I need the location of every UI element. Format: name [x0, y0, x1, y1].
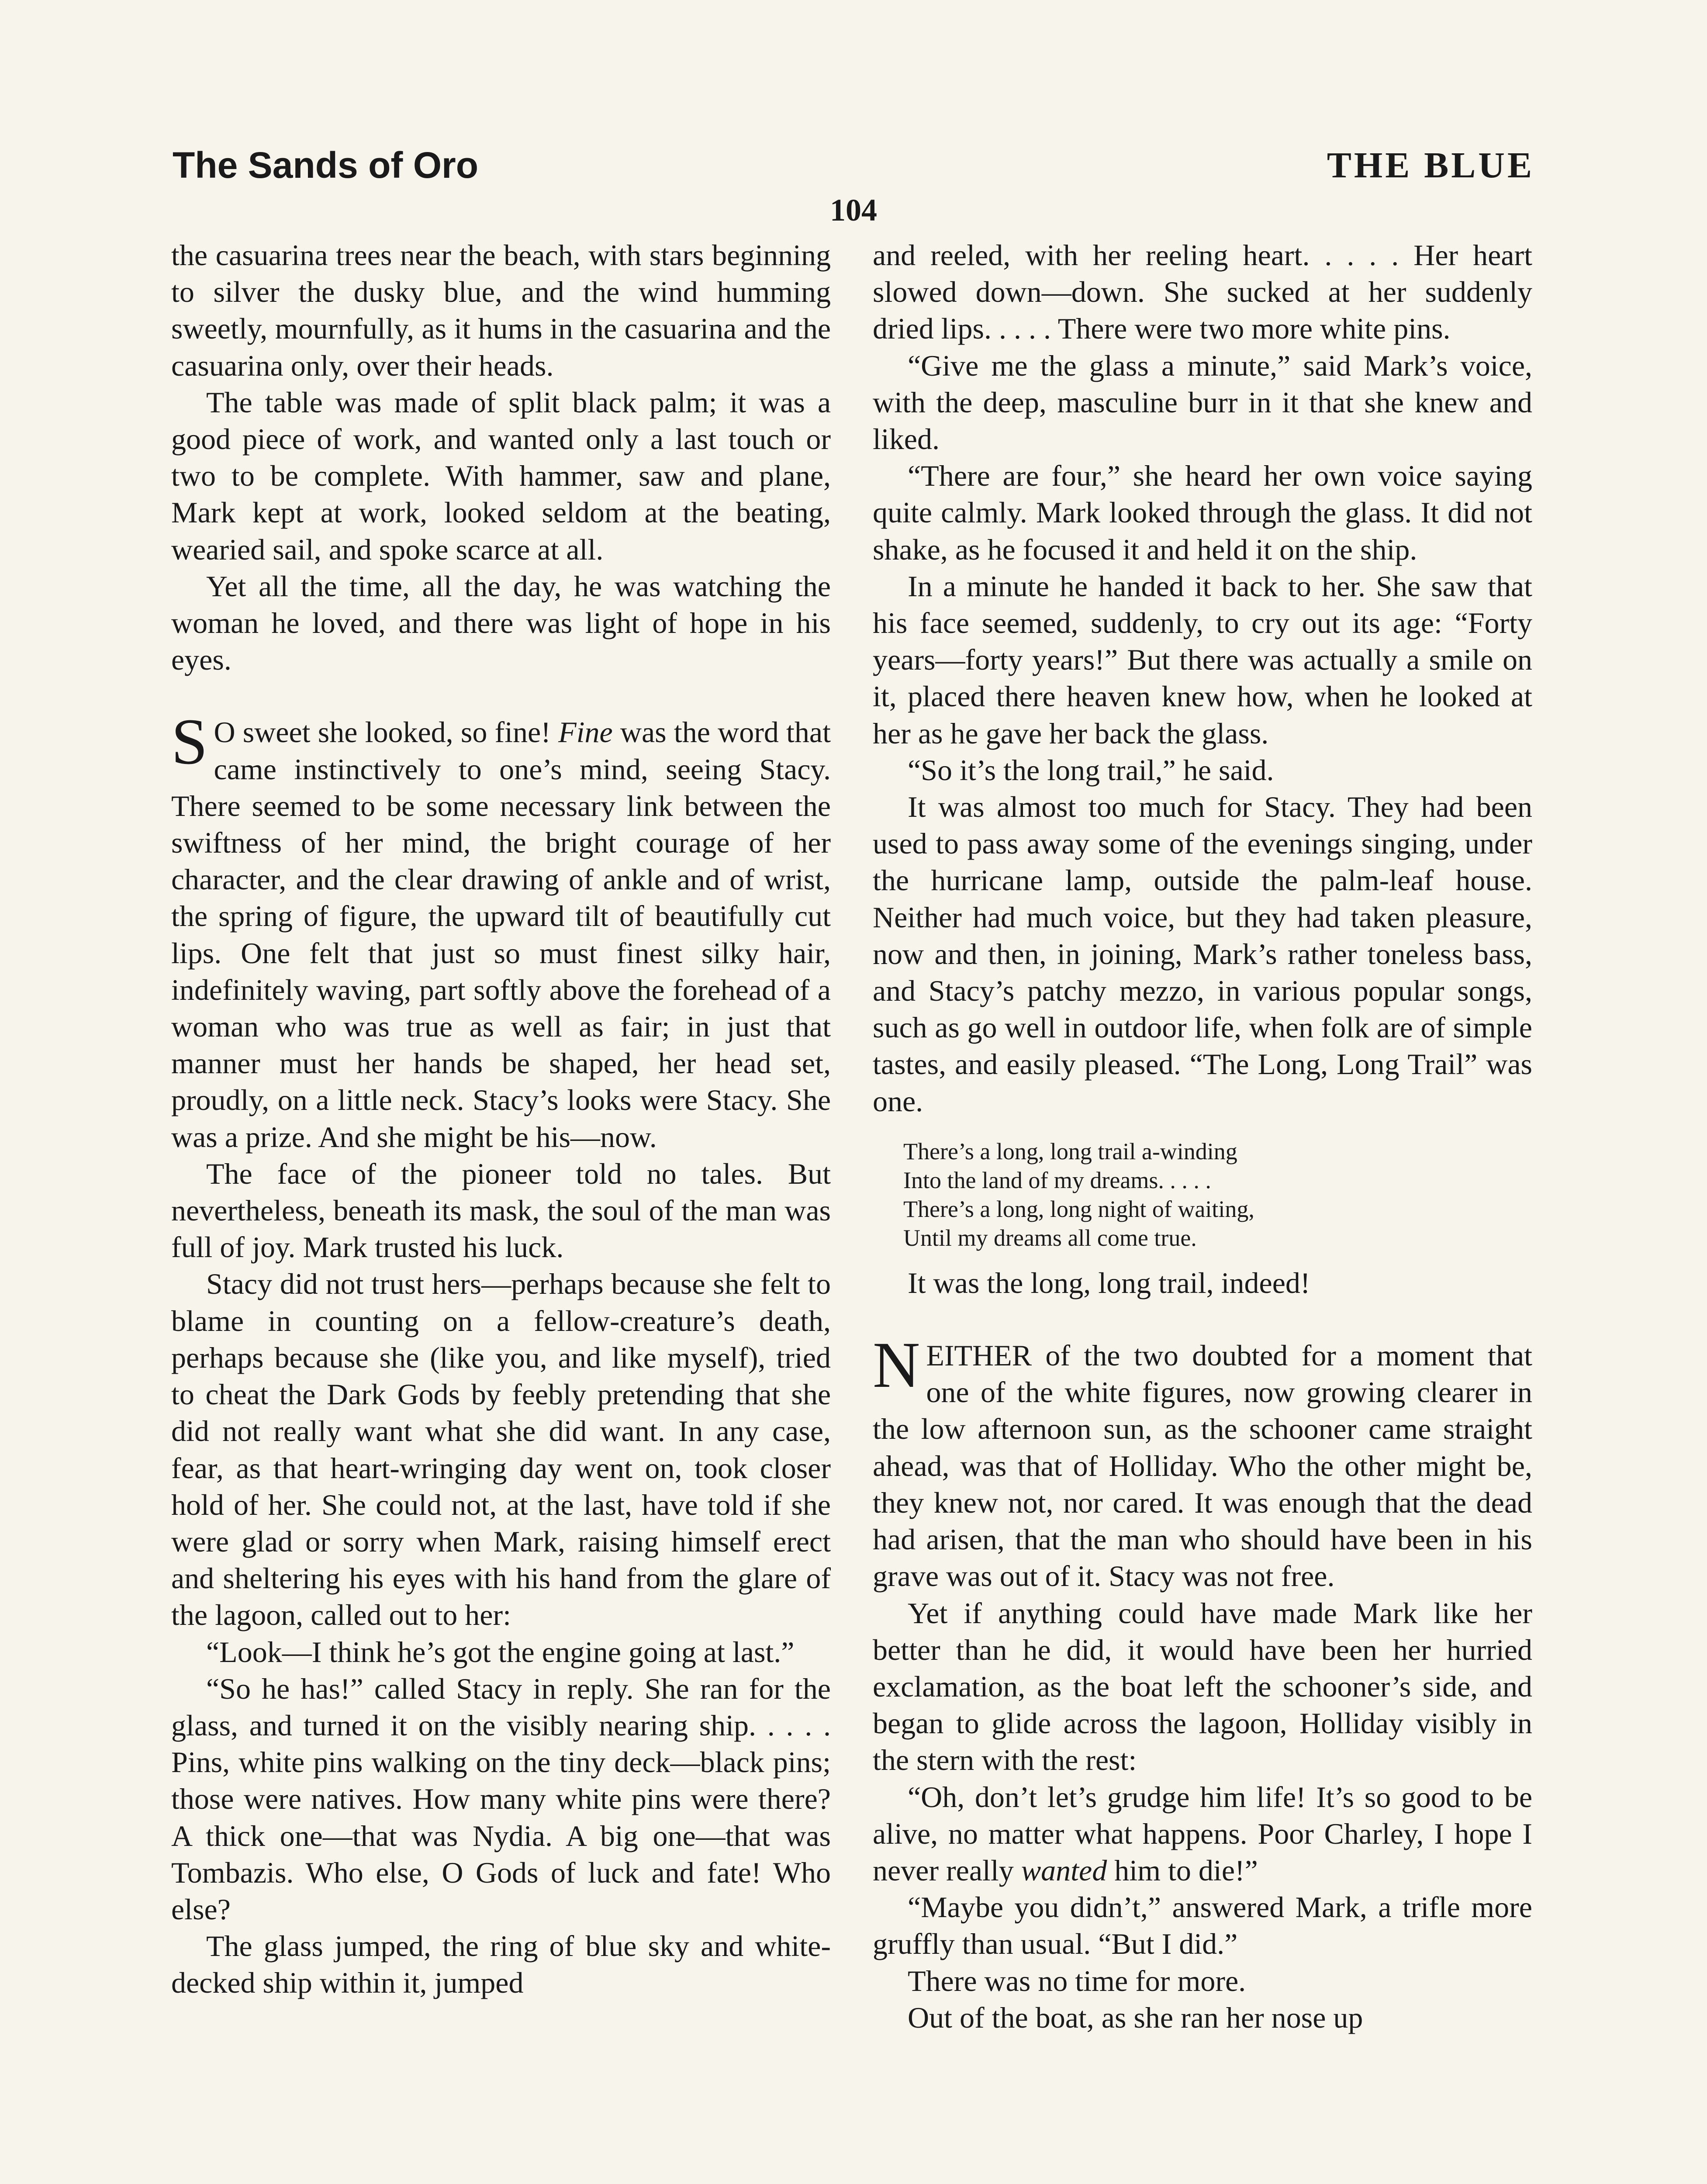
verse-line: There’s a long, long night of waiting,	[903, 1196, 1254, 1222]
magazine-name: THE BLUE	[1327, 145, 1534, 186]
paragraph: “Give me the glass a minute,” said Mark’s voice, with the deep, masculine burr in it that she knew and liked.	[873, 349, 1532, 456]
drop-cap: N	[873, 1329, 920, 1402]
paragraph: Yet if anything could have made Mark like her better than he did, it would have been her hurried exclamation, as the boat left the schooner’s side, and began to glide across the lagoon, Holliday visibly in the stern with the rest:	[873, 1596, 1532, 1777]
emphasis-text: wanted	[1021, 1853, 1107, 1887]
text-run: “Oh, don’t let’s grudge him life! It’s so good to be alive, no matter what happens. Poor Charley, I hope I never really	[873, 1780, 1532, 1887]
paragraph: In a minute he handed it back to her. She saw that his face seemed, suddenly, to cry out its age: “Forty years—forty years!” But there was actually a smile on it, placed there heaven knew how, when he looked at her as he gave her back the glass.	[873, 569, 1532, 750]
running-title: The Sands of Oro	[173, 145, 479, 186]
paragraph: “Maybe you didn’t,” answered Mark, a trifle more gruffly than usual. “But I did.”	[873, 1890, 1532, 1961]
right-column	[873, 237, 1532, 2036]
paragraph: The glass jumped, the ring of blue sky and white-decked ship within it, jumped	[171, 1929, 831, 2000]
paragraph: Yet all the time, all the day, he was watching the woman he loved, and there was light of hope in his eyes.	[171, 569, 831, 677]
paragraph: The table was made of split black palm; it was a good piece of work, and wanted only a last touch or two to be complete. With hammer, saw and plane, Mark kept at work, looked seldom at the beating, wearied sail, and spoke scarce at all.	[171, 385, 831, 566]
verse-line: Until my dreams all come true.	[903, 1224, 1197, 1251]
verse-line: Into the land of my dreams. . . . .	[903, 1167, 1211, 1193]
drop-cap: S	[171, 705, 208, 778]
text-run: EITHER of the two doubted for a moment that one of the white figures, now growing clearer in the low afternoon sun, as the schooner came straight ahead, was that of Holliday. Who the other might be, they knew not, nor cared. It was enough that the dead had arisen, that the man who should have been in his grave was out of it. Stacy was not free.	[873, 1339, 1532, 1593]
page-number: 104	[830, 193, 877, 228]
paragraph: “Look—I think he’s got the engine going at last.”	[206, 1635, 795, 1669]
paragraph: the casuarina trees near the beach, with stars beginning to silver the dusky blue, and the wind humming sweetly, mournfully, as it hums in the casuarina and the casuarina only, over their heads.	[171, 238, 831, 382]
left-column	[171, 237, 831, 2001]
section-paragraph	[171, 705, 831, 1155]
paragraph: Out of the boat, as she ran her nose up	[908, 2001, 1363, 2034]
paragraph	[873, 1779, 1532, 1889]
song-verse	[903, 1137, 1532, 1252]
paragraph: “So he has!” called Stacy in reply. She ran for the glass, and turned it on the visibly nearing ship. . . . . Pins, white pins walking on the tiny deck—black pins; those were natives. How many white pins were there? A thick one—that was Nydia. A big one—that was Tombazis. Who else, O Gods of luck and fate! Who else?	[171, 1672, 831, 1926]
paragraph: “There are four,” she heard her own voice saying quite calmly. Mark looked through the glass. It did not shake, as he focused it and held it on the ship.	[873, 459, 1532, 566]
text-run: was the word that came instinctively to one’s mind, seeing Stacy. There seemed to be some necessary link between the swiftness of her mind, the bright courage of her character, and the clear drawing of ankle and of wrist, the spring of figure, the upward tilt of beautifully cut lips. One felt that just so must finest silky hair, indefinitely waving, part softly above the forehead of a woman who was true as well as fair; in just that manner must her hands be shaped, her head set, proudly, on a little neck. Stacy’s looks were Stacy. She was a prize. And she might be his—now.	[171, 715, 831, 1154]
paragraph: Stacy did not trust hers—perhaps because she felt to blame in counting on a fellow-creature’s death, perhaps because she (like you, and like myself), tried to cheat the Dark Gods by feebly pretending that she did not really want what she did want. In any case, fear, as that heart-wringing day went on, took closer hold of her. She could not, at the last, have told if she were glad or sorry when Mark, raising himself erect and sheltering his eyes with his hand from the glare of the lagoon, called out to her:	[171, 1267, 831, 1632]
paragraph: The face of the pioneer told no tales. But nevertheless, beneath its mask, the soul of the man was full of joy. Mark trusted his luck.	[171, 1157, 831, 1264]
text-run: him to die!”	[1107, 1853, 1258, 1887]
paragraph: There was no time for more.	[908, 1964, 1246, 1997]
emphasis-text: Fine	[558, 715, 613, 749]
paragraph: It was almost too much for Stacy. They had been used to pass away some of the evenings singing, under the hurricane lamp, outside the palm-leaf house. Neither had much voice, but they had taken pleasure, now and then, in joining, Mark’s rather toneless bass, and Stacy’s patchy mezzo, in various popular songs, such as go well in outdoor life, when folk are of simple tastes, and easily pleased. “The Long, Long Trail” was one.	[873, 790, 1532, 1118]
section-paragraph	[873, 1329, 1532, 1594]
paragraph: and reeled, with her reeling heart. . . . . Her heart slowed down—down. She sucked at her suddenly dried lips. . . . . There were two more white pins.	[873, 238, 1532, 346]
paragraph: It was the long, long trail, indeed!	[908, 1266, 1310, 1299]
paragraph: “So it’s the long trail,” he said.	[908, 753, 1274, 787]
text-run: O sweet she looked, so fine!	[214, 715, 559, 749]
verse-line: There’s a long, long trail a-winding	[903, 1138, 1237, 1165]
